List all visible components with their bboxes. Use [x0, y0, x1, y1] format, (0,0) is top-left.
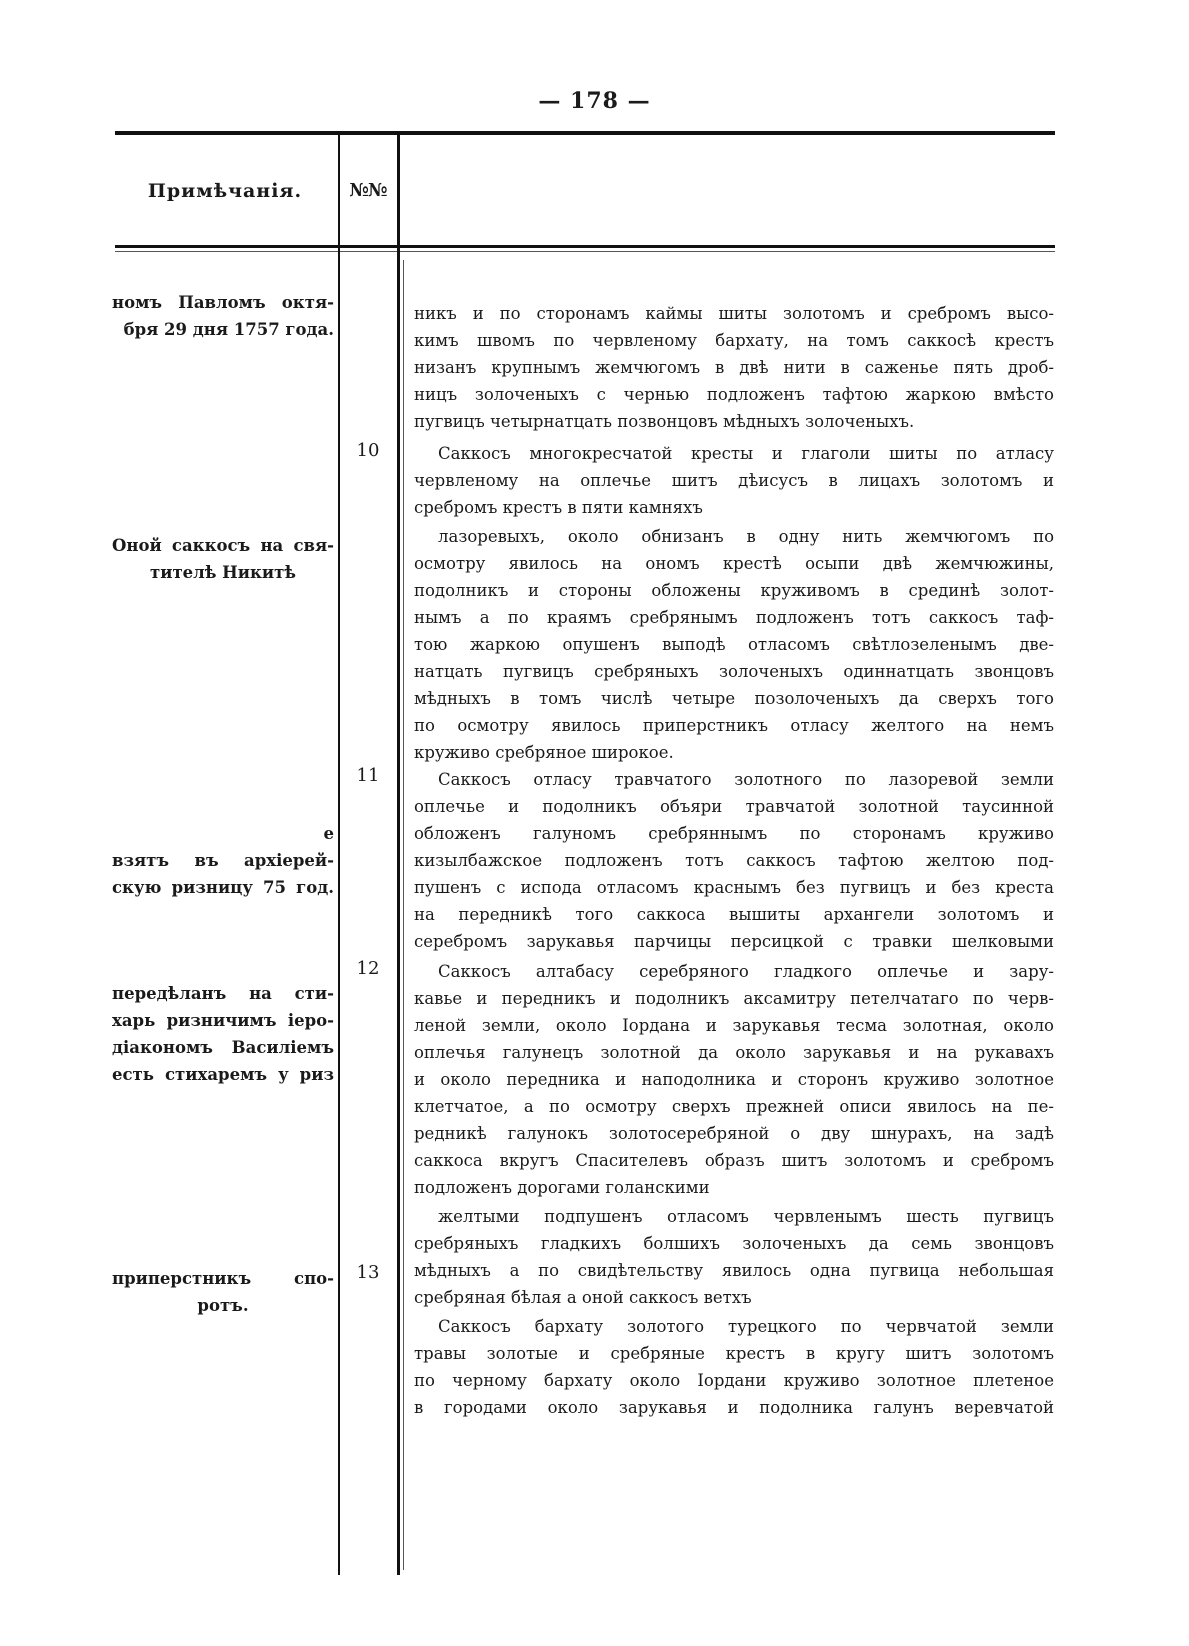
- body-line: саккоса вкругъ Спасителевъ образъ шитъ золотомъ и сребромъ: [414, 1151, 1054, 1170]
- body-line: сребряная бѣлая а оной саккосъ ветхъ: [414, 1288, 752, 1307]
- body-line: оплечья галунецъ золотной да около зарукавья и на рукавахъ: [414, 1043, 1054, 1062]
- note-line: Оной саккосъ на свя-: [112, 536, 334, 555]
- header-numbers: №№: [349, 180, 387, 201]
- body-line: Саккосъ бархату золотого турецкого по червчатой земли: [438, 1317, 1054, 1336]
- body-line: мѣдныхъ а по свидѣтельству явилось одна пугвица небольшая: [414, 1261, 1054, 1280]
- body-line: сребромъ крестъ в пяти камняхъ: [414, 498, 703, 517]
- body-line: мѣдныхъ в томъ числѣ четыре позолоченыхъ да сверхъ того: [414, 689, 1054, 708]
- body-line: по осмотру явилось приперстникъ отласу желтого на немъ: [414, 716, 1054, 735]
- note-line: діакономъ Василіемъ: [112, 1038, 334, 1057]
- note-line: приперстникъ спо-: [112, 1269, 334, 1288]
- body-line: леной земли, около Iордана и зарукавья тесма золотная, около: [414, 1016, 1054, 1035]
- body-line: редникѣ галунокъ золотосеребряной о дву шнурахъ, на задѣ: [414, 1124, 1054, 1143]
- column-divider-notes: [338, 135, 340, 1575]
- note-line: скую ризницу 75 год.: [112, 878, 334, 897]
- body-line: тою жаркою опушенъ выподѣ отласомъ свѣтлозеленымъ две-: [414, 635, 1054, 654]
- note-line: бря 29 дня 1757 года.: [123, 320, 334, 339]
- note-line: ротъ.: [197, 1296, 249, 1315]
- body-line: серебромъ зарукавья парчицы персицкой с травки шелковыми: [414, 932, 1054, 951]
- body-line: оплечье и подолникъ объяри травчатой золотной таусинной: [414, 797, 1054, 816]
- header-bottom-rule-thin: [115, 251, 1055, 252]
- entry-number-13: 13: [356, 1262, 380, 1283]
- body-line: в городами около зарукавья и подолника галунъ веревчатой: [414, 1398, 1054, 1417]
- note-line: передѣланъ на сти-: [112, 984, 334, 1003]
- body-line: пушенъ с испода отласомъ краснымъ без пугвицъ и без креста: [414, 878, 1054, 897]
- note-line: е: [323, 824, 334, 843]
- body-line: желтыми подпушенъ отласомъ червленымъ шесть пугвицъ: [438, 1207, 1054, 1226]
- body-line: клетчатое, а по осмотру сверхъ прежней описи явилось на пе-: [414, 1097, 1054, 1116]
- entry-number-11: 11: [356, 765, 380, 786]
- body-line: кизылбажское подложенъ тотъ саккосъ тафтою желтою под-: [414, 851, 1054, 870]
- body-line: травы золотые и сребряные крестъ в кругу шитъ золотомъ: [414, 1344, 1054, 1363]
- body-line: кавье и передникъ и подолникъ аксамитру петелчатаго по черв-: [414, 989, 1054, 1008]
- body-line: низанъ крупнымъ жемчюгомъ в двѣ нити в саженье пять дроб-: [414, 358, 1054, 377]
- body-line: Саккосъ многокресчатой кресты и глаголи шиты по атласу: [438, 444, 1054, 463]
- note-line: есть стихаремъ у риз: [112, 1065, 334, 1084]
- body-line: нымъ а по краямъ сребрянымъ подложенъ тотъ саккосъ таф-: [414, 608, 1054, 627]
- body-line: и около передника и наподолника и сторонъ круживо золотное: [414, 1070, 1054, 1089]
- body-line: червленому на оплечье шитъ дѣисусъ в лицахъ золотомъ и: [414, 471, 1054, 490]
- body-line: никъ и по сторонамъ каймы шиты золотомъ и сребромъ высо-: [414, 304, 1054, 323]
- body-line: лазоревыхъ, около обнизанъ в одну нить жемчюгомъ по: [438, 527, 1054, 546]
- body-line: натцать пугвицъ сребряныхъ золоченыхъ одиннатцать звонцовъ: [414, 662, 1054, 681]
- body-line: подложенъ дорогами голанскими: [414, 1178, 710, 1197]
- column-divider-numbers: [397, 135, 400, 1575]
- body-line: ницъ золоченыхъ с чернью подложенъ тафтою жаркою вмѣсто: [414, 385, 1054, 404]
- body-line: обложенъ галуномъ сребряннымъ по сторонамъ круживо: [414, 824, 1054, 843]
- top-rule: [115, 131, 1055, 135]
- body-line: пугвицъ четырнатцать позвонцовъ мѣдныхъ золоченыхъ.: [414, 412, 915, 431]
- body-line: Саккосъ отласу травчатого золотного по лазоревой земли: [438, 770, 1054, 789]
- note-line: тителѣ Никитѣ: [150, 563, 296, 582]
- column-divider-numbers-thin: [403, 260, 404, 1570]
- body-line: Саккосъ алтабасу серебряного гладкого оплечье и зару-: [438, 962, 1054, 981]
- body-line: по черному бархату около Iордани круживо золотное плетеное: [414, 1371, 1054, 1390]
- header-bottom-rule: [115, 245, 1055, 248]
- note-3: [112, 820, 334, 901]
- note-2: [112, 532, 334, 586]
- note-line: харь ризничимъ іеро-: [112, 1011, 334, 1030]
- note-1: [112, 289, 334, 343]
- note-line: взятъ въ архіерей-: [112, 851, 334, 870]
- note-line: номъ Павломъ октя-: [112, 293, 334, 312]
- note-5: [112, 1265, 334, 1319]
- page-number: — 178 —: [538, 88, 651, 114]
- body-line: осмотру явилось на ономъ крестѣ осыпи двѣ жемчюжины,: [414, 554, 1054, 573]
- body-line: сребряныхъ гладкихъ болшихъ золоченыхъ да семь звонцовъ: [414, 1234, 1054, 1253]
- body-line: на передникѣ того саккоса вышиты архангели золотомъ и: [414, 905, 1054, 924]
- header-notes: Примѣчанія.: [147, 180, 303, 202]
- note-4: [112, 980, 334, 1088]
- body-line: подолникъ и стороны обложены круживомъ в срединѣ золот-: [414, 581, 1054, 600]
- body-line: круживо сребряное широкое.: [414, 743, 674, 762]
- body-line: кимъ швомъ по червленому бархату, на томъ саккосѣ крестъ: [414, 331, 1054, 350]
- entry-number-12: 12: [356, 958, 380, 979]
- entry-number-10: 10: [356, 440, 380, 461]
